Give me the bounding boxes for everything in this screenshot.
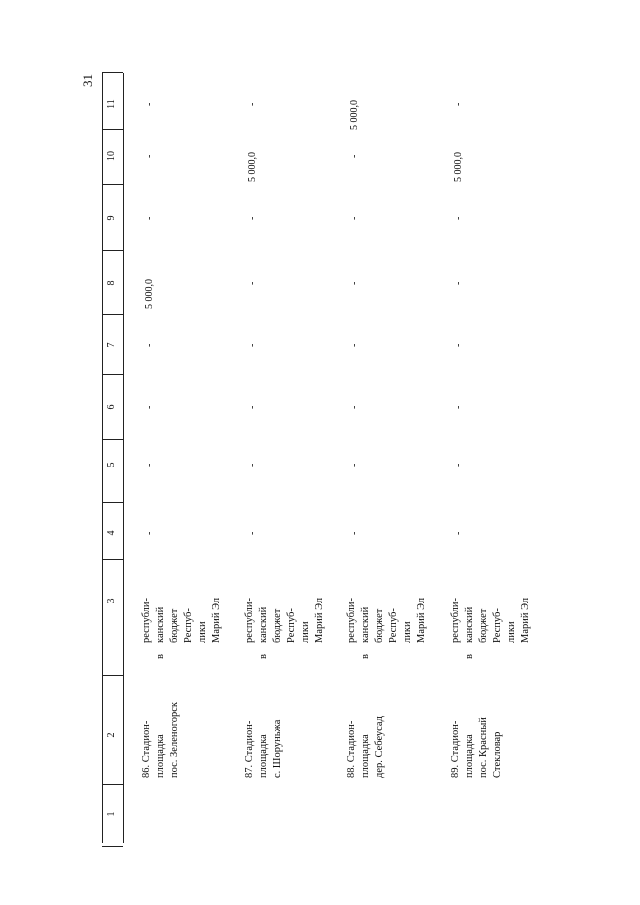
empty-dash: - <box>247 343 258 347</box>
empty-dash: - <box>453 463 464 467</box>
column-number: 11 <box>106 99 117 109</box>
amount-value: 5 000,0 <box>144 279 155 309</box>
empty-dash: - <box>349 405 360 409</box>
column-number: 10 <box>106 151 117 161</box>
table-header-rule <box>123 73 124 843</box>
empty-dash: - <box>247 463 258 467</box>
column-number: 8 <box>106 280 117 286</box>
empty-dash: - <box>453 531 464 535</box>
empty-dash: - <box>247 216 258 220</box>
column-divider <box>102 314 123 315</box>
funding-source: республи- канский бюджет Респуб- лики Марий Эл <box>450 597 531 643</box>
column-number: 9 <box>106 215 117 221</box>
empty-dash: - <box>349 463 360 467</box>
empty-dash: - <box>453 405 464 409</box>
column-number: 3 <box>106 598 117 604</box>
column-divider <box>102 559 123 560</box>
column-divider <box>102 374 123 375</box>
empty-dash: - <box>349 154 360 158</box>
empty-dash: - <box>349 216 360 220</box>
row-marker: в <box>155 654 166 659</box>
object-name: 87. Стадион- площадка с. Шоруньжа <box>244 719 283 778</box>
column-divider <box>102 502 123 503</box>
empty-dash: - <box>247 281 258 285</box>
empty-dash: - <box>453 102 464 106</box>
row-marker: в <box>258 654 269 659</box>
column-divider <box>102 72 123 73</box>
row-marker: в <box>360 654 371 659</box>
column-divider <box>102 784 123 785</box>
funding-source: республи- канский бюджет Респуб- лики Марий Эл <box>244 597 325 643</box>
empty-dash: - <box>247 405 258 409</box>
empty-dash: - <box>144 343 155 347</box>
empty-dash: - <box>247 102 258 106</box>
column-number: 1 <box>106 811 117 817</box>
column-divider <box>102 129 123 130</box>
column-number: 4 <box>106 530 117 536</box>
column-divider <box>102 184 123 185</box>
empty-dash: - <box>144 216 155 220</box>
column-divider <box>102 675 123 676</box>
empty-dash: - <box>144 102 155 106</box>
amount-value: 5 000,0 <box>349 100 360 130</box>
column-number: 5 <box>106 462 117 468</box>
empty-dash: - <box>144 531 155 535</box>
empty-dash: - <box>144 463 155 467</box>
amount-value: 5 000,0 <box>453 152 464 182</box>
funding-source: республи- канский бюджет Респуб- лики Марий Эл <box>141 597 222 643</box>
object-name: 86. Стадион- площадка пос. Зеленогорск <box>141 701 180 778</box>
empty-dash: - <box>349 281 360 285</box>
column-divider <box>102 846 123 847</box>
empty-dash: - <box>247 531 258 535</box>
empty-dash: - <box>349 531 360 535</box>
empty-dash: - <box>144 154 155 158</box>
empty-dash: - <box>453 216 464 220</box>
empty-dash: - <box>144 405 155 409</box>
column-number: 2 <box>106 732 117 738</box>
column-number: 7 <box>106 342 117 348</box>
column-number: 6 <box>106 404 117 410</box>
empty-dash: - <box>453 343 464 347</box>
column-divider <box>102 439 123 440</box>
empty-dash: - <box>453 281 464 285</box>
page-number: 31 <box>80 74 95 87</box>
row-marker: в <box>464 654 475 659</box>
object-name: 89. Стадион- площадка пос. Красный Стекловар <box>450 717 503 778</box>
column-divider <box>102 250 123 251</box>
table-top-rule <box>102 73 103 843</box>
amount-value: 5 000,0 <box>247 152 258 182</box>
empty-dash: - <box>349 343 360 347</box>
funding-source: республи- канский бюджет Респуб- лики Марий Эл <box>346 597 427 643</box>
object-name: 88. Стадион- площадка дер. Себеусад <box>346 716 385 778</box>
